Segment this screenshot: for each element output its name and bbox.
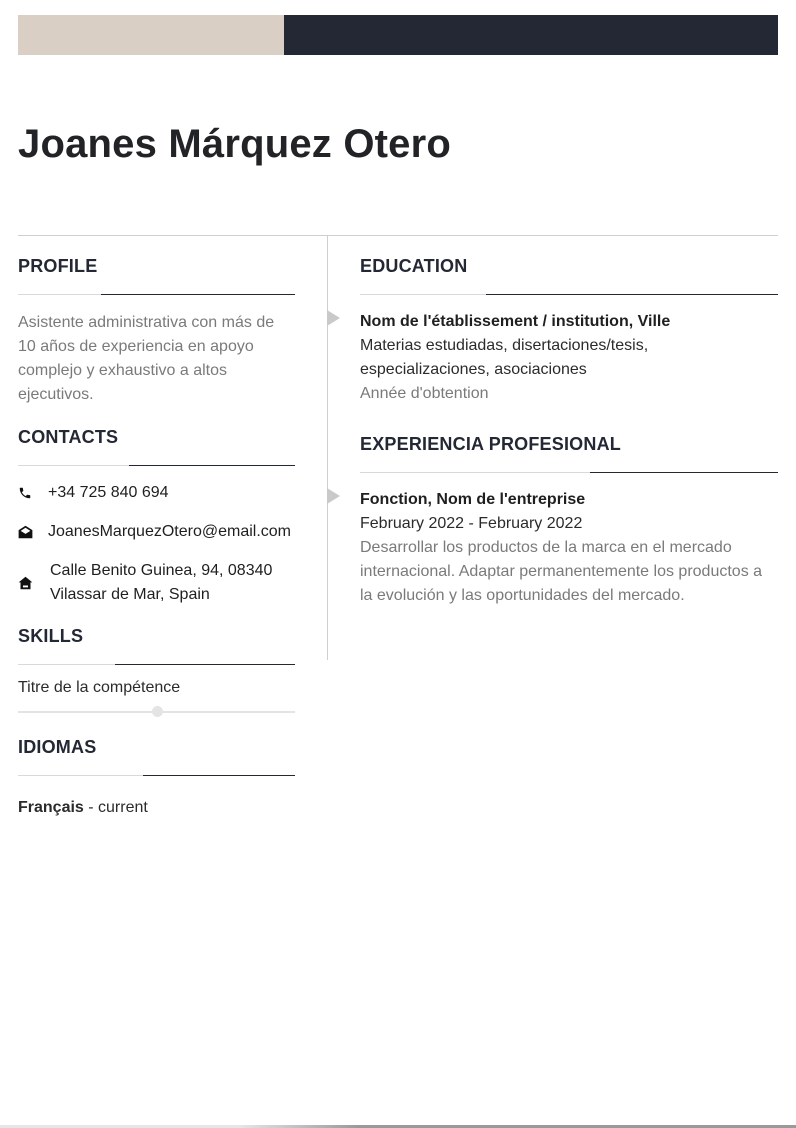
column-divider (327, 236, 328, 660)
header-color-bar (18, 15, 778, 55)
experience-position: Fonction, Nom de l'entreprise (360, 491, 586, 508)
header-bar-beige (18, 15, 284, 55)
envelope-icon (18, 520, 48, 544)
section-rule (360, 472, 778, 473)
education-details: Materias estudiadas, disertaciones/tesis, especializaciones, asociaciones (360, 337, 649, 378)
section-rule (18, 664, 295, 665)
right-column (360, 236, 778, 608)
profile-title: PROFILE (18, 256, 98, 276)
experience-dates: February 2022 - February 2022 (360, 515, 583, 532)
skills-section (18, 625, 295, 713)
contact-phone-text: +34 725 840 694 (48, 484, 169, 501)
profile-text: Asistente administrativa con más de 10 años de experiencia en apoyo complejo y exhaustivo a altos ejecutivos. (18, 314, 275, 403)
left-column (18, 236, 295, 820)
section-rule (18, 775, 295, 776)
experience-description: Desarrollar los productos de la marca en el mercado internacional. Adaptar permanentemente los productos a la evolución y las oportunidades del mercado. (360, 539, 763, 604)
education-entry (360, 310, 778, 406)
experience-entry (360, 488, 778, 608)
contact-email[interactable] (18, 520, 295, 544)
header-bar-navy (284, 15, 778, 55)
contact-phone[interactable] (18, 481, 295, 505)
phone-icon (18, 481, 48, 505)
skill-name: Titre de la compétence (18, 679, 181, 696)
languages-title: IDIOMAS (18, 737, 97, 757)
education-title: EDUCATION (360, 256, 468, 276)
section-rule (18, 465, 295, 466)
section-rule (360, 294, 778, 295)
contacts-section (18, 426, 295, 607)
skills-title: SKILLS (18, 626, 84, 646)
language-item: Français - current (18, 799, 148, 816)
language-name: Français (18, 799, 84, 816)
contacts-title: CONTACTS (18, 427, 119, 447)
entry-marker-icon (327, 310, 340, 326)
entry-marker-icon (327, 488, 340, 504)
education-section (360, 255, 778, 406)
contact-email-text: JoanesMarquezOtero@email.com (48, 523, 292, 540)
languages-section (18, 736, 295, 820)
contact-address (18, 559, 295, 607)
skill-level-bar (18, 711, 295, 713)
language-level: current (98, 799, 148, 816)
experience-title: EXPERIENCIA PROFESIONAL (360, 434, 621, 454)
education-institution: Nom de l'établissement / institution, Ville (360, 313, 671, 330)
candidate-name: Joanes Márquez Otero (18, 122, 452, 166)
education-year: Année d'obtention (360, 385, 489, 402)
section-rule (18, 294, 295, 295)
skill-level-marker (152, 706, 163, 717)
experience-section (360, 433, 778, 608)
profile-section (18, 255, 295, 407)
contact-address-text: Calle Benito Guinea, 94, 08340 Vilassar de Mar, Spain (50, 562, 273, 603)
home-icon (18, 559, 50, 607)
